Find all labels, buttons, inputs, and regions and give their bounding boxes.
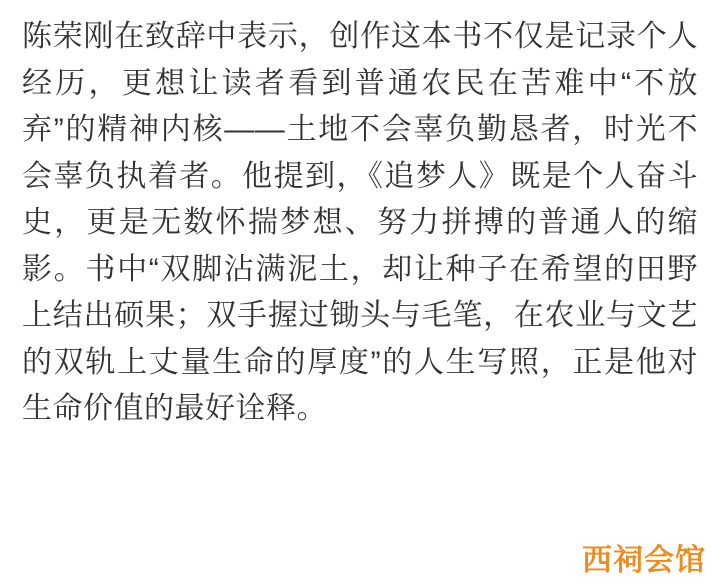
site-watermark: 西祠会馆 (582, 544, 706, 577)
article-body-text: 陈荣刚在致辞中表示，创作这本书不仅是记录个人经历，更想让读者看到普通农民在苦难中“不放弃”的精神内核——土地不会辜负勤恳者，时光不会辜负执着者。他提到，《追梦人》既是个人奋斗史，更是无数怀揣梦想、努力拼搏的普通人的缩影。书中“双脚沾满泥土，却让种子在希望的田野上结出硕果；双手握过锄头与毛笔，在农业与文艺的双轨上丈量生命的厚度”的人生写照，正是他对生命价值的最好诠释。 (22, 20, 698, 425)
